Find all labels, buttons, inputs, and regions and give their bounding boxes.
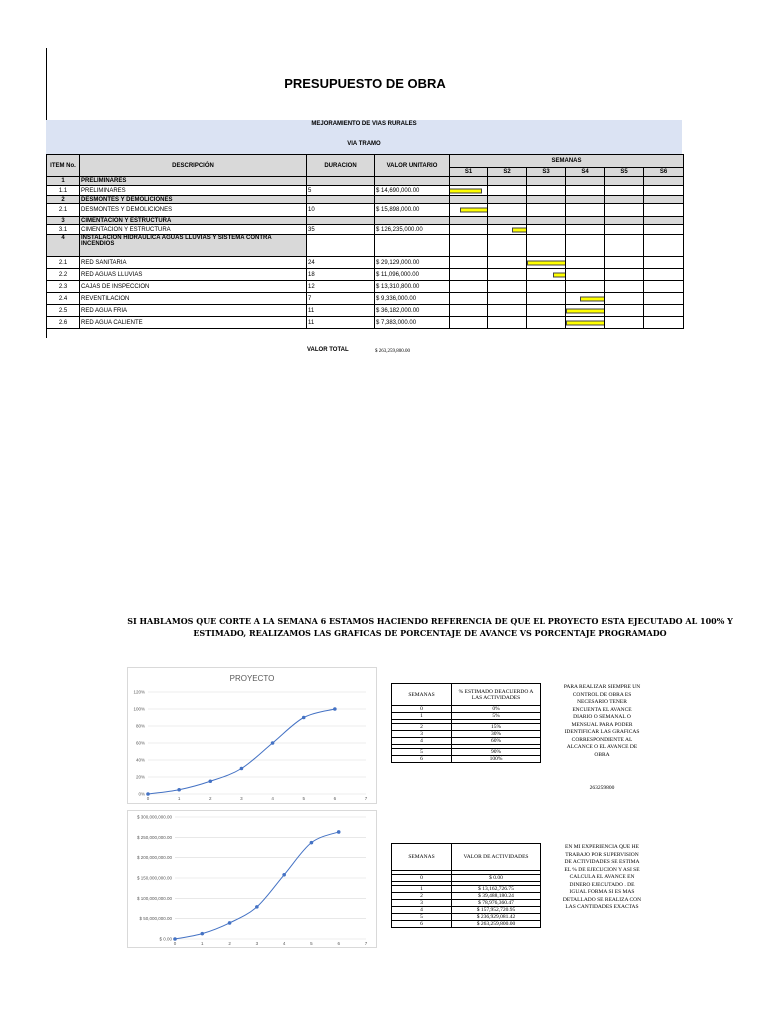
table-row	[392, 738, 541, 745]
item-duration: 11	[307, 317, 375, 329]
item-value: $ 15,898,000.00	[375, 204, 450, 217]
table-row	[47, 293, 684, 305]
y-tick-label: 0%	[138, 791, 145, 797]
note-number: 263259800	[589, 785, 615, 791]
section-row	[47, 235, 684, 257]
y-tick-label: 80%	[135, 723, 145, 729]
gantt-bar	[450, 188, 483, 193]
data-point	[173, 937, 177, 941]
percent-header-estimate: % ESTIMADO DEACUERDO A LAS ACTIVIDADES	[452, 684, 541, 706]
gantt-bar	[580, 296, 605, 301]
gantt-bar	[527, 260, 566, 265]
table-row	[392, 713, 541, 720]
project-name: MEJORAMIENTO DE VIAS RURALES	[311, 121, 417, 127]
header-item: ITEM No.	[47, 155, 80, 177]
data-point	[146, 792, 150, 796]
header-week: S3	[527, 168, 566, 177]
table-row	[392, 921, 541, 928]
item-number: 2.5	[47, 305, 80, 317]
table-row	[47, 257, 684, 269]
document-title: PRESUPUESTO DE OBRA	[284, 76, 446, 91]
item-description: DESMONTES Y DEMOLICIONES	[80, 196, 307, 204]
table-row	[47, 225, 684, 235]
item-number: 2.3	[47, 281, 80, 293]
table-row	[47, 186, 684, 196]
x-tick-label: 0	[146, 796, 150, 801]
value-cell: 90%	[452, 749, 541, 756]
gantt-bar	[565, 284, 566, 289]
x-tick-label: 0	[173, 941, 177, 946]
item-number: 2.1	[47, 204, 80, 217]
x-tick-label: 2	[209, 796, 212, 801]
gantt-bar	[460, 208, 488, 213]
x-tick-label: 4	[271, 796, 274, 801]
value-cell: $ 39,488,180.24	[452, 893, 541, 900]
percent-chart-svg	[128, 668, 376, 803]
y-tick-label: $ 250,000,000.00	[136, 834, 172, 840]
section-row	[47, 217, 684, 225]
data-point	[228, 921, 232, 925]
week-cell: 5	[392, 914, 452, 921]
x-tick-label: 6	[333, 796, 337, 801]
item-value: $ 11,096,000.00	[375, 269, 450, 281]
y-tick-label: $ 50,000,000.00	[139, 916, 172, 922]
value-header-amount: VALOR DE ACTIVIDADES	[452, 844, 541, 871]
y-tick-label: $ 200,000,000.00	[136, 855, 172, 861]
y-tick-label: $ 0.00	[159, 936, 172, 942]
gantt-bar	[512, 227, 527, 232]
item-number: 2.6	[47, 317, 80, 329]
x-tick-label: 3	[240, 796, 243, 801]
item-value: $ 14,690,000.00	[375, 186, 450, 196]
series-line	[175, 832, 339, 939]
table-row	[47, 317, 684, 329]
series-line	[148, 709, 335, 794]
item-duration: 11	[307, 305, 375, 317]
data-point	[208, 779, 212, 783]
data-point	[240, 767, 244, 771]
item-duration: 24	[307, 257, 375, 269]
statement-line-1: SI HABLAMOS QUE CORTE A LA SEMANA 6 ESTAMOS HACIENDO REFERENCIA DE QUE EL PROYECTO ESTA EJECUTADO AL 100% Y	[127, 616, 733, 626]
item-duration: 5	[307, 186, 375, 196]
item-description: CAJAS DE INSPECCION	[80, 281, 307, 293]
week-cell: 6	[392, 921, 452, 928]
header-week: S4	[566, 168, 605, 177]
value-cell: 0%	[452, 706, 541, 713]
header-unit-value: VALOR UNITARIO	[375, 155, 450, 177]
total-label: VALOR TOTAL	[307, 347, 349, 353]
section-row	[47, 177, 684, 186]
header-weeks: SEMANAS	[450, 155, 684, 168]
value-cell: $ 157,952,720.95	[452, 907, 541, 914]
data-point	[177, 788, 181, 792]
note-experience: EN MI EXPERIENCIA QUE HE TRABAJO POR SUPERVISION DE ACTIVIDADES SE ESTIMA EL % DE EJECUCION Y ASI SE CALCULA EL AVANCE EN DINERO EJECUTADO . DE IGUAL FORMA SI ES MAS DETALLADO SE REALIZA CON LAS CANTIDADES EXACTAS	[562, 844, 642, 910]
value-cell: $ 78,976,360.47	[452, 900, 541, 907]
item-description: INSTALACION HIDRAULICA AGUAS LLUVIAS Y SISTEMA CONTRA INCENDIOS	[80, 235, 307, 257]
week-cell: 3	[392, 900, 452, 907]
x-tick-label: 5	[302, 796, 305, 801]
item-description: REVENTILACION	[80, 293, 307, 305]
header-week: S1	[450, 168, 488, 177]
table-row	[392, 900, 541, 907]
x-tick-label: 3	[255, 941, 259, 946]
table-row	[392, 756, 541, 763]
table-row	[392, 886, 541, 893]
item-description: RED AGUA FRIA	[80, 305, 307, 317]
week-cell: 4	[392, 738, 452, 745]
x-tick-label: 1	[201, 941, 204, 946]
section-row	[47, 196, 684, 204]
item-value: $ 7,383,000.00	[375, 317, 450, 329]
item-value: $ 29,129,000.00	[375, 257, 450, 269]
y-tick-label: 20%	[135, 774, 145, 780]
y-tick-label: 40%	[135, 757, 145, 763]
data-point	[337, 830, 341, 834]
value-table	[391, 843, 541, 928]
item-value: $ 126,235,000.00	[375, 225, 450, 235]
gantt-bar	[553, 272, 566, 277]
item-number: 4	[47, 235, 80, 257]
x-tick-label: 7	[364, 796, 368, 801]
value-cell: 60%	[452, 738, 541, 745]
x-tick-label: 6	[337, 941, 340, 946]
table-row	[392, 749, 541, 756]
chart-title: PROYECTO	[229, 674, 275, 683]
value-cell: $ 263,259,800.00	[452, 921, 541, 928]
x-tick-label: 4	[282, 941, 286, 946]
y-tick-label: $ 150,000,000.00	[136, 875, 172, 881]
week-cell: 2	[392, 724, 452, 731]
item-duration: 35	[307, 225, 375, 235]
item-number: 1	[47, 177, 80, 186]
x-tick-label: 2	[228, 941, 231, 946]
item-duration: 18	[307, 269, 375, 281]
gantt-bar	[566, 320, 605, 325]
item-number: 2.1	[47, 257, 80, 269]
item-description: RED SANITARIA	[80, 257, 307, 269]
week-cell: 0	[392, 875, 452, 882]
item-description: PRELIMINARES	[80, 177, 307, 186]
table-row	[392, 724, 541, 731]
item-value: $ 36,182,000.00	[375, 305, 450, 317]
item-description: DESMONTES Y DEMOLICIONES	[80, 204, 307, 217]
item-number: 3	[47, 217, 80, 225]
header-week: S5	[605, 168, 644, 177]
table-row	[392, 731, 541, 738]
item-duration: 7	[307, 293, 375, 305]
data-point	[271, 741, 275, 745]
x-tick-label: 1	[177, 796, 181, 801]
statement-line-2: ESTIMADO, REALIZAMOS LAS GRAFICAS DE PORCENTAJE DE AVANCE VS PORCENTAJE PROGRAMADO	[193, 628, 667, 638]
header-week: S2	[488, 168, 527, 177]
item-description: CIMENTACION Y ESTRUCTURA	[80, 225, 307, 235]
value-chart	[127, 810, 377, 948]
header-duration: DURACION	[307, 155, 375, 177]
table-row	[47, 204, 684, 217]
item-value: $ 13,310,800.00	[375, 281, 450, 293]
gantt-bar	[566, 308, 605, 313]
value-header-weeks: SEMANAS	[392, 844, 452, 871]
y-tick-label: $ 300,000,000.00	[136, 814, 172, 820]
data-point	[302, 716, 306, 720]
item-number: 2	[47, 196, 80, 204]
table-row	[47, 281, 684, 293]
table-row	[392, 914, 541, 921]
header-week: S6	[644, 168, 684, 177]
value-cell: $ 0.00	[452, 875, 541, 882]
data-point	[310, 841, 314, 845]
x-tick-label: 5	[310, 941, 313, 946]
data-point	[333, 707, 337, 711]
item-number: 3.1	[47, 225, 80, 235]
table-row	[47, 305, 684, 317]
data-point	[200, 932, 204, 936]
item-duration: 10	[307, 204, 375, 217]
item-number: 1.1	[47, 186, 80, 196]
week-cell: 5	[392, 749, 452, 756]
y-tick-label: $ 100,000,000.00	[136, 895, 172, 901]
budget-table	[46, 154, 684, 329]
item-number: 2.2	[47, 269, 80, 281]
week-cell: 1	[392, 886, 452, 893]
value-cell: $ 13,162,726.75	[452, 886, 541, 893]
y-tick-label: 100%	[133, 706, 145, 712]
value-cell: 30%	[452, 731, 541, 738]
item-description: RED AGUAS LLUVIAS	[80, 269, 307, 281]
value-cell: 100%	[452, 756, 541, 763]
data-point	[255, 905, 259, 909]
item-duration: 12	[307, 281, 375, 293]
note-control: PARA REALIZAR SIEMPRE UN CONTROL DE OBRA ES NECESARIO TENER ENCUENTA EL AVANCE DIARIO O SEMANAL O MENSUAL PARA PODER IDENTIFICAR LAS GRAFICAS CORRESPONDIENTE AL ALCANCE O EL AVANCE DE OBRA	[563, 684, 641, 758]
percent-header-weeks: SEMANAS	[392, 684, 452, 706]
subproject-name: VIA TRAMO	[347, 141, 381, 147]
table-row	[392, 875, 541, 882]
project-band	[46, 120, 682, 154]
week-cell: 3	[392, 731, 452, 738]
table-row	[392, 706, 541, 713]
data-point	[282, 873, 286, 877]
item-description: PRELIMINARES	[80, 186, 307, 196]
value-chart-svg	[128, 811, 376, 947]
table-row	[47, 269, 684, 281]
week-cell: 2	[392, 893, 452, 900]
y-tick-label: 120%	[133, 689, 145, 695]
week-cell: 1	[392, 713, 452, 720]
week-cell: 4	[392, 907, 452, 914]
percent-chart	[127, 667, 377, 804]
item-number: 2.4	[47, 293, 80, 305]
percent-table	[391, 683, 541, 763]
value-cell: 5%	[452, 713, 541, 720]
x-tick-label: 7	[364, 941, 368, 946]
week-cell: 0	[392, 706, 452, 713]
item-description: RED AGUA CALIENTE	[80, 317, 307, 329]
week-cell: 6	[392, 756, 452, 763]
item-description: CIMENTACION Y ESTRUCTURA	[80, 217, 307, 225]
y-tick-label: 60%	[135, 740, 145, 746]
item-value: $ 9,336,000.00	[375, 293, 450, 305]
total-value: $ 263,259,800.00	[375, 349, 410, 354]
value-cell: $ 236,929,081.42	[452, 914, 541, 921]
table-row	[392, 893, 541, 900]
header-description: DESCRIPCIÓN	[80, 155, 307, 177]
table-row	[392, 907, 541, 914]
value-cell: 15%	[452, 724, 541, 731]
